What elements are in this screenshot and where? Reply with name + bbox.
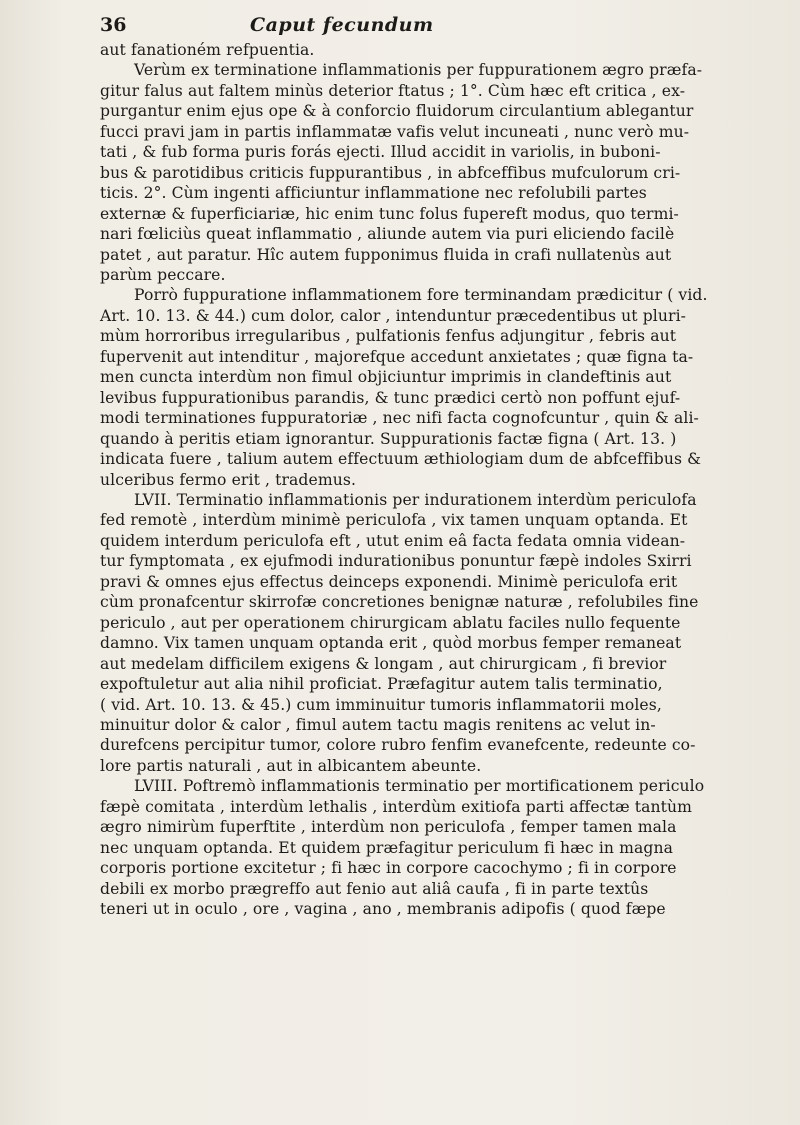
text-line: nec unquam optanda. Et quidem præfagitur periculum fi hæc in magna [100, 838, 674, 857]
page-number: 36 [100, 14, 127, 36]
text-line: LVII. Terminatio inflammationis per indurationem interdùm periculofa [134, 490, 697, 509]
text-line: lore partis naturali , aut in albicantem abeunte. [100, 756, 482, 775]
text-line: indicata fuere , talium autem effectuum æthiologiam dum de abfceffibus & [100, 450, 702, 469]
running-head [100, 14, 770, 40]
text-line: corporis portione excitetur ; fi hæc in corpore cacochymo ; fi in corpore [100, 859, 677, 878]
text-line: ( vid. Art. 10. 13. & 45.) cum imminuitur tumoris inflammatorii moles, [100, 695, 662, 714]
text-line: ticis. 2°. Cùm ingenti afficiuntur inflammatione nec refolubili partes [100, 184, 647, 203]
text-line: pravi & omnes ejus effectus deinceps exponendi. Minimè periculofa erit [100, 572, 678, 591]
text-line: modi terminationes fuppuratoriæ , nec nifi facta cognofcuntur , quin & ali- [100, 409, 699, 428]
text-line: bus & parotidibus criticis fuppurantibus , in abfceffibus mufculorum cri- [100, 163, 681, 182]
text-line: periculo , aut per operationem chirurgicam ablatu faciles nullo fequente [100, 613, 681, 632]
text-line: tur fymptomata , ex ejufmodi indurationibus ponuntur fæpè indoles Sxirri [100, 552, 692, 571]
text-line: cùm pronafcentur skirrofæ concretiones benignæ naturæ , refolubiles fine [100, 593, 699, 612]
text-line: tati , & fub forma puris forás ejecti. Illud accidit in variolis, in buboni- [100, 143, 661, 162]
text-line: teneri ut in oculo , ore , vagina , ano , membranis adipofis ( quod fæpe [100, 900, 666, 919]
text-line: Verùm ex terminatione inflammationis per fuppurationem ægro præfa- [134, 61, 703, 80]
text-line: Art. 10. 13. & 44.) cum dolor, calor , intenduntur præcedentibus ut pluri- [100, 306, 687, 325]
text-line: ulceribus fermo erit , trademus. [100, 470, 357, 489]
text-line: aut medelam difficilem exigens & longam , aut chirurgicam , fi brevior [100, 654, 667, 673]
text-line: Porrò fuppuratione inflammationem fore terminandam prædicitur ( vid. [134, 286, 708, 305]
text-line: parùm peccare. [100, 265, 226, 284]
body-text [100, 40, 770, 919]
text-line: mùm horroribus irregularibus , pulfationis fenfus adjungitur , febris aut [100, 327, 677, 346]
running-title: Caput fecundum [250, 14, 434, 36]
text-line: minuitur dolor & calor , fimul autem tactu magis renitens ac velut in- [100, 715, 656, 734]
text-line: quidem interdum periculofa eft , utut enim eâ facta fedata omnia videan- [100, 531, 686, 550]
text-line: fed remotè , interdùm minimè periculofa , vix tamen unquam optanda. Et [100, 511, 688, 530]
text-line: fucci pravi jam in partis inflammatæ vafis velut incuneati , nunc verò mu- [100, 122, 690, 141]
text-line: debili ex morbo prægreffo aut fenio aut aliâ caufa , fi in parte textûs [100, 879, 649, 898]
text-line: levibus fuppurationibus parandis, & tunc prædici certò non poffunt ejuf- [100, 388, 681, 407]
text-line: nari fœliciùs queat inflammatio , aliunde autem via puri eliciendo facilè [100, 225, 675, 244]
text-line: fupervenit aut intenditur , majorefque accedunt anxietates ; quæ figna ta- [100, 347, 694, 366]
text-line: externæ & fuperficiariæ, hic enim tunc folus fupereft modus, quo termi- [100, 204, 679, 223]
text-line: ægro nimirùm fuperftite , interdùm non periculofa , femper tamen mala [100, 818, 677, 837]
text-line: patet , aut paratur. Hîc autem fupponimus fluida in crafi nullatenùs aut [100, 245, 672, 264]
text-line: durefcens percipitur tumor, colore rubro fenfim evanefcente, redeunte co- [100, 736, 696, 755]
text-line: men cuncta interdùm non fimul objiciuntur imprimis in clandeftinis aut [100, 368, 672, 387]
text-line: expoftuletur aut alia nihil proficiat. Præfagitur autem talis terminatio, [100, 675, 663, 694]
text-line: purgantur enim ejus ope & à conforcio fluidorum circulantium ablegantur [100, 102, 694, 121]
text-line: aut fanationém refpuentia. [100, 41, 315, 59]
text-line: quando à peritis etiam ignorantur. Suppurationis factæ figna ( Art. 13. ) [100, 429, 677, 448]
text-line: fæpè comitata , interdùm lethalis , interdùm exitiofa parti affectæ tantùm [100, 797, 693, 816]
text-line: damno. Vix tamen unquam optanda erit , quòd morbus femper remaneat [100, 634, 682, 653]
text-line: gitur falus aut faltem minùs deterior ftatus ; 1°. Cùm hæc eft critica , ex- [100, 81, 686, 100]
text-line: LVIII. Poftremò inflammationis terminatio per mortificationem periculo [134, 777, 705, 796]
